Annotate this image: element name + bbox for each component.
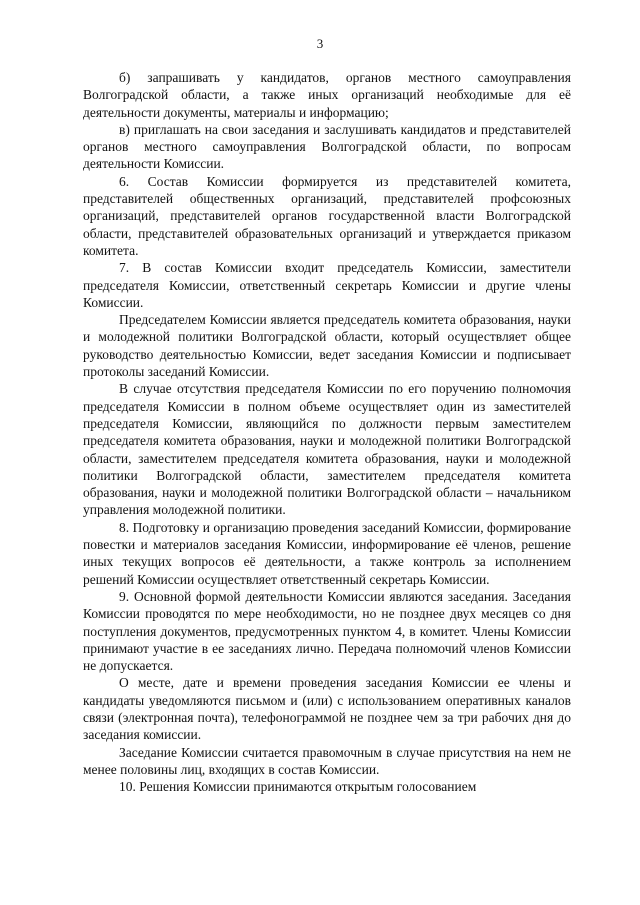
page-number: 3 (316, 36, 324, 51)
paragraph-8: 8. Подготовку и организацию проведения заседаний Комиссии, формирование повестки и материалов заседания Комиссии, информирование её членов, решение иных текущих вопросов её деятельности, а также контроль за исполнением решений Комиссии осуществляет ответственный секретарь Комиссии. (83, 519, 571, 587)
paragraph-notification: О месте, дате и времени проведения заседания Комиссии ее члены и кандидаты уведомляются письмом и (или) с использованием оперативных каналов связи (электронная почта), телефонограммой не позднее чем за три рабочих дня до заседания комиссии. (83, 675, 571, 743)
paragraph-item-v: в) приглашать на свои заседания и заслушивать кандидатов и представителей органов местного самоуправления Волгоградской области, по вопросам деятельности Комиссии. (83, 121, 571, 172)
paragraph-10: 10. Решения Комиссии принимаются открытым голосованием (119, 779, 477, 795)
document-body (83, 69, 571, 795)
paragraph-quorum: Заседание Комиссии считается правомочным в случае присутствия на нем не менее половины лиц, входящих в состав Комиссии. (83, 744, 571, 777)
paragraph-9: 9. Основной формой деятельности Комиссии являются заседания. Заседания Комиссии проводятся по мере необходимости, но не позднее двух месяцев со дня поступления документов, предусмотренных пунктом 4, в комитет. Члены Комиссии принимают участие в ее заседаниях лично. Передача полномочий членов Комиссии не допускается. (83, 588, 571, 674)
paragraph-chairman: Председателем Комиссии является председатель комитета образования, науки и молодежной политики Волгоградской области, который осуществляет общее руководство деятельностью Комиссии, ведет заседания Комиссии и подписывает протоколы заседаний Комиссии. (83, 312, 571, 380)
paragraph-item-b: б) запрашивать у кандидатов, органов местного самоуправления Волгоградской области, а также иных организаций необходимые для её деятельности документы, материалы и информацию; (83, 70, 571, 120)
paragraph-7: 7. В состав Комиссии входит председатель Комиссии, заместители председателя Комиссии, ответственный секретарь Комиссии и другие члены Комиссии. (83, 260, 571, 310)
paragraph-chairman-absence: В случае отсутствия председателя Комиссии по его поручению полномочия председателя Комиссии в полном объеме осуществляет один из заместителей председателя Комиссии, являющийся по должности первым заместителем председателя комитета образования, науки и молодежной политики Волгоградской области, заместителем председателя комитета образования, науки и молодежной политики Волгоградской области, заместителем председателя комитета образования, науки и молодежной политики Волгоградской области – начальником управления молодежной политики. (83, 381, 571, 518)
paragraph-6: 6. Состав Комиссии формируется из представителей комитета, представителей общественных организаций, представителей профсоюзных организаций, представителей органов государственной власти Волгоградской области, представителей образовательных организаций и утверждается приказом комитета. (83, 173, 571, 258)
